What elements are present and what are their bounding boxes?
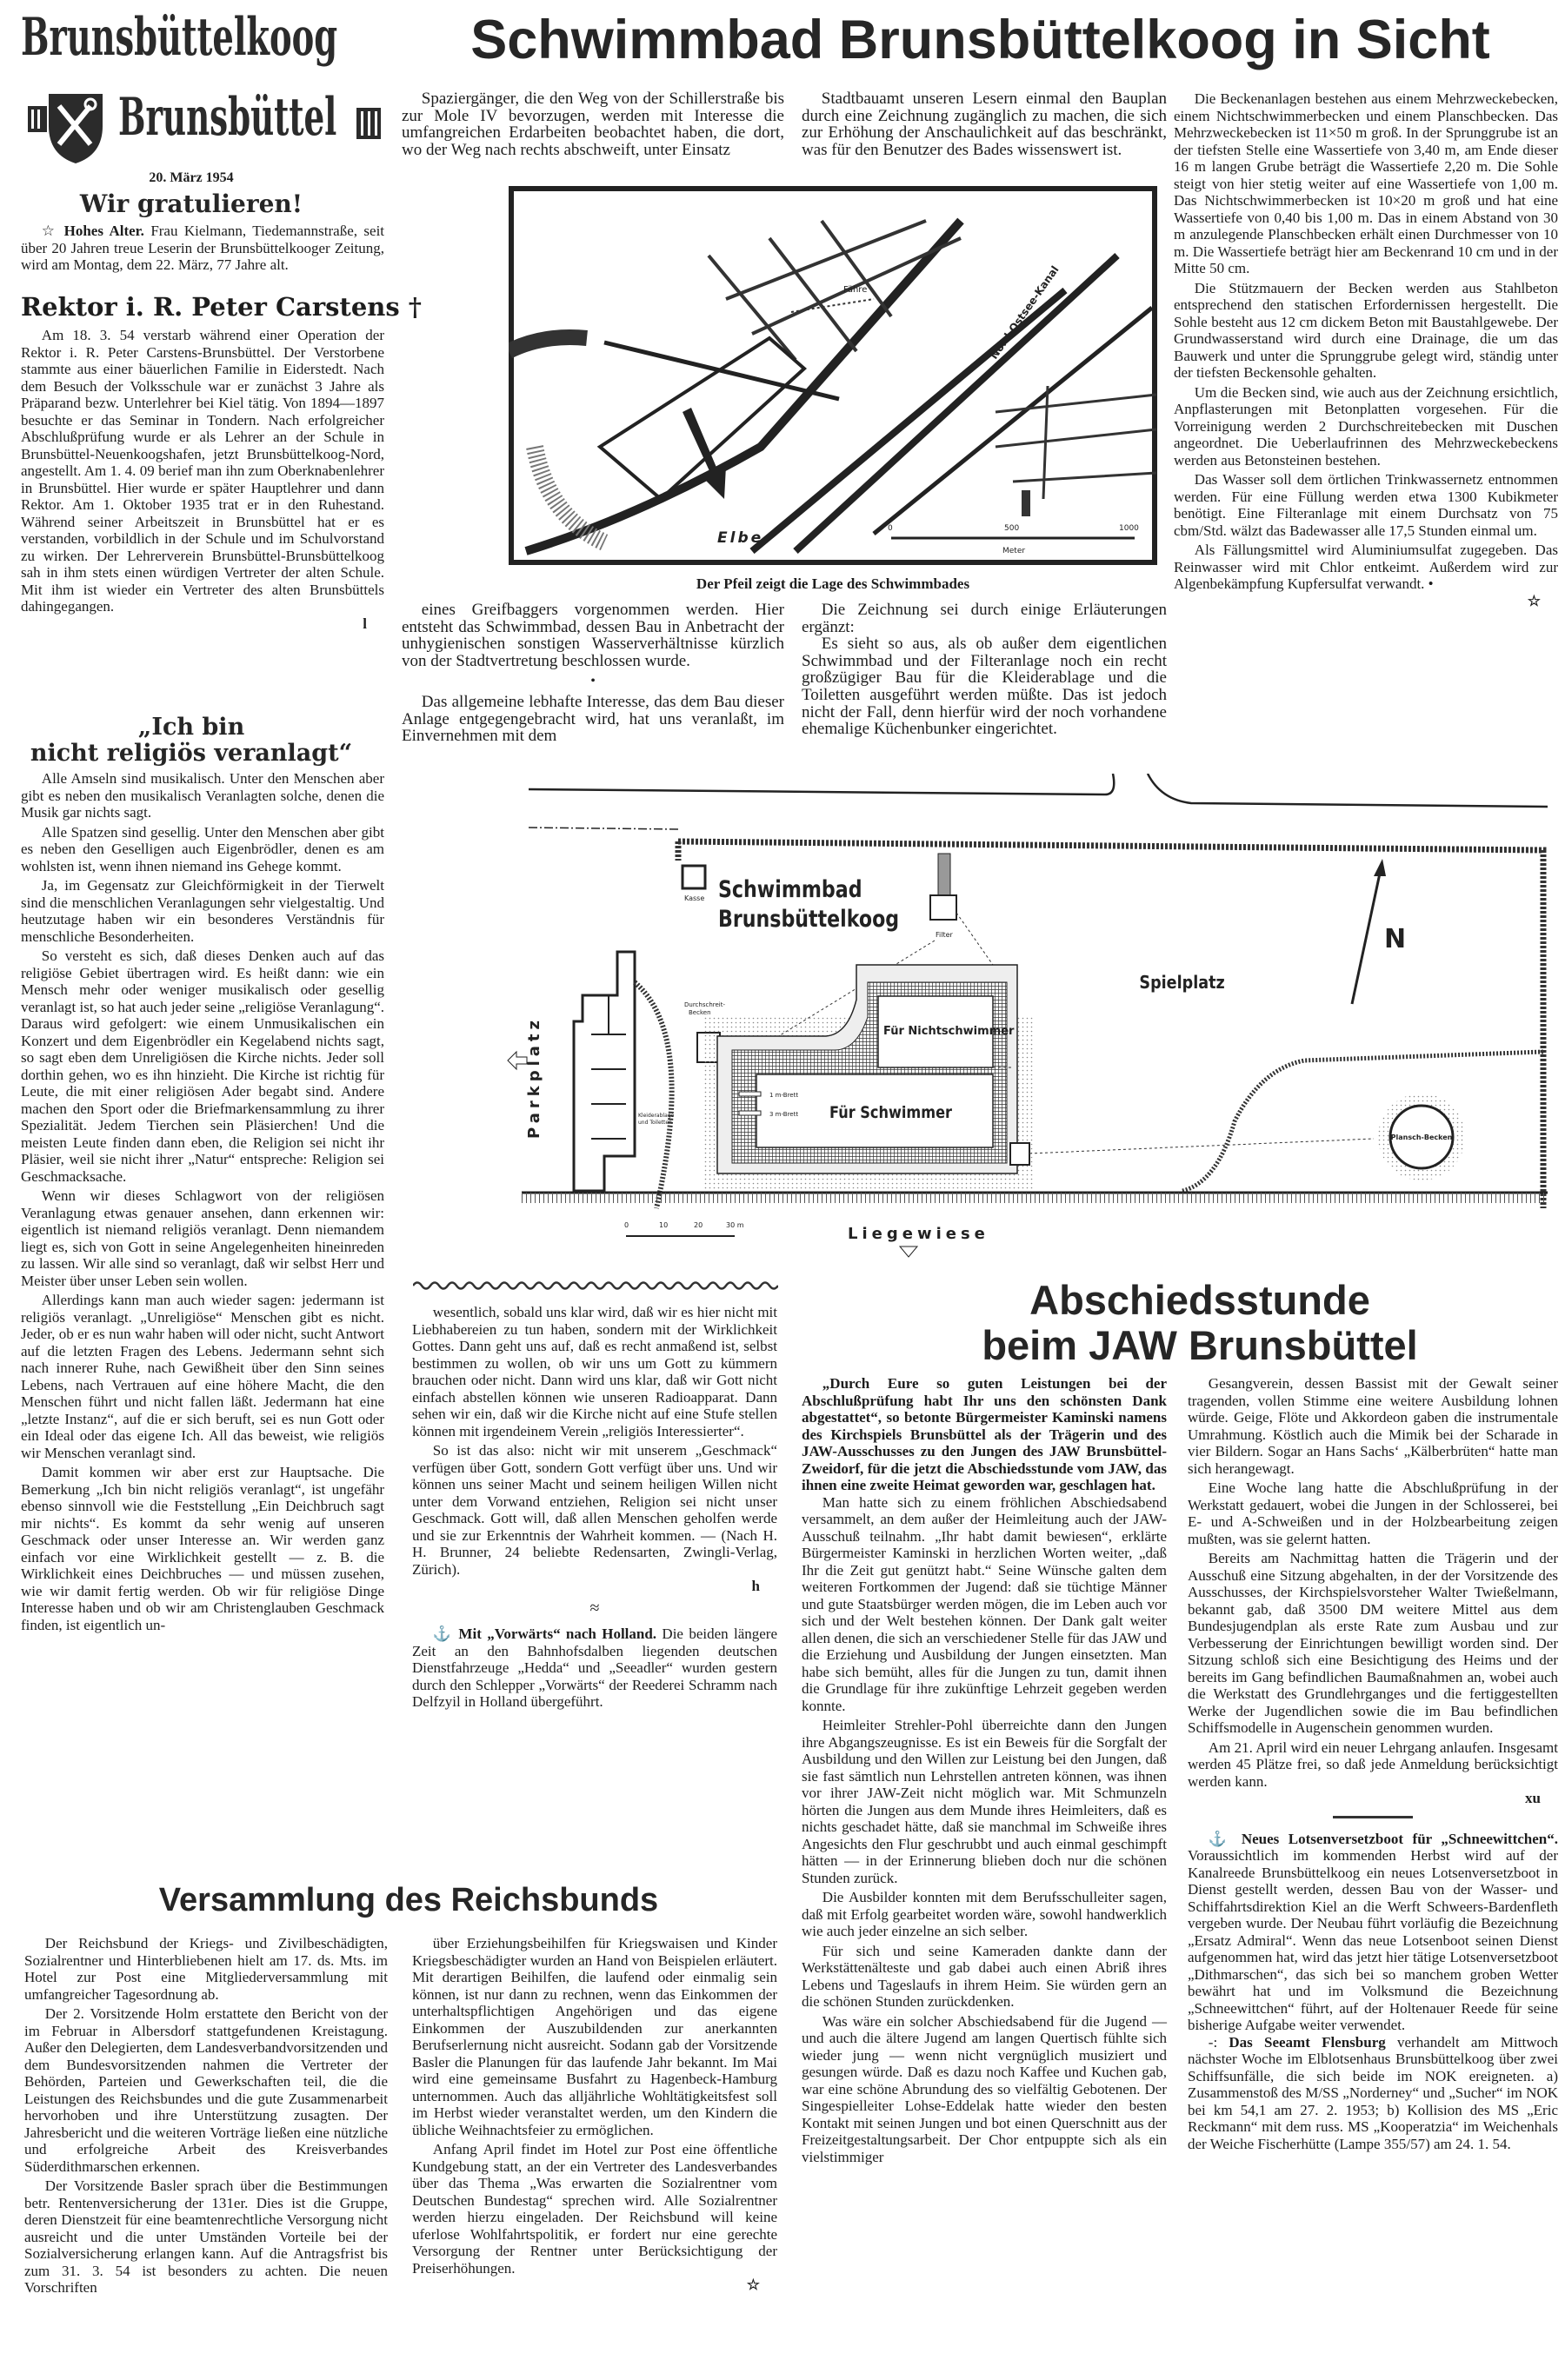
masthead-subtitle: Brunsbüttel: [118, 87, 337, 148]
paragraph: Das allgemeine lebhafte Interesse, das dem Bau dieser Anlage entgegengebracht wird, hat uns veranlaßt, im Einvernehmen mit dem: [402, 692, 784, 746]
masthead: [16, 7, 381, 172]
plan-label-durchschreit-1: Durchschreit-: [684, 1001, 726, 1008]
religion-body: [21, 770, 384, 1633]
pool-article-col2-top: [402, 90, 784, 158]
paragraph: Die Zeichnung sei durch einige Erläuterungen ergänzt:: [802, 601, 1167, 636]
map-caption: Der Pfeil zeigt die Lage des Schwimmbades: [696, 575, 970, 592]
paragraph: Es sieht so aus, als ob außer dem eigentlichen Schwimmbad und der Filteranlage noch ein recht großzügiger Bau für die Kleiderablage und die Toiletten ausgeführt werden müßte. Das ist jedoch nicht der Fall, denn hierfür wird der noch vorhandene ehemalige Küchenbunker eingerichtet.: [802, 635, 1167, 739]
paragraph: Gesangverein, dessen Bassist mit der Gewalt seiner tragenden, vollen Stimme eine weitere Ausbildung lohnen würde. Geige, Flöte und Akkordeon gaben die instrumentale Umrahmung. Köstlich auch die Mimik bei der Scharade in vier Bildern. Sogar an Hans Sachs‘ „Kälberbrüten“ hatte man sich herangewagt.: [1188, 1375, 1558, 1477]
plan-label-plansch: Plansch-Becken: [1390, 1133, 1453, 1141]
paragraph: Was wäre ein solcher Abschiedsabend für die Jugend — und auch die ältere Jugend am langen Quertisch fühlte sich wieder jung — wenn nicht vergnüglich musiziert und gesungen würde. Daß es dazu noch Kaffee und Kuchen gab, war eine schöne Abrundung des so vielfältig Gebotenen. Der Singespielleiter Lohse-Eddelak hatte wieder den besten Kontakt mit seinen Jungen und bot einen Querschnitt aus der Freizeitgestaltungsarbeit. Der Chor entpuppte sich als ein vielstimmiger: [802, 2012, 1167, 2165]
site-plan: [504, 774, 1565, 1260]
map-scale-0: 0: [888, 524, 893, 533]
divider-rule: [1333, 1816, 1413, 1818]
jaw-heading: Abschiedsstunde beim JAW Brunsbüttel: [982, 1277, 1418, 1368]
gratulation-notice: ☆ Hohes Alter. Frau Kielmann, Tiedemannstraße, seit über 20 Jahren treue Leserin der Brunsbüttelkooger Zeitung, wird am Montag, dem 22. März, 77 Jahre alt.: [21, 223, 385, 273]
paragraph: Am 18. 3. 54 verstarb während einer Operation der Rektor i. R. Peter Carstens-Brunsbüttel. Der Verstorbene stammte aus einer bäuerlichen Familie in Eiderstedt. Nach dem Besuch der Volksschule war er zunächst 3 Jahre als Präparand bezw. Unterlehrer bei Kiel tätig. Von 1894—1897 besuchte er das Seminar in Tondern. Nach erfolgreicher Abschlußprüfung wurde er als Lehrer an der Schule in Brunsbüttel-Neuenkoogshafen, jetzt Brunsbüttelkoog-Nord, angestellt. Am 1. 4. 09 berief man ihn zum Oberknabenlehrer in Brunsbüttel. Hier wurde er später Hauptlehrer und dann Rektor. Am 1. Oktober 1935 trat er in den Ruhestand. Während seiner Arbeitszeit in Brunsbüttel hat er es verstanden, vorbildlich in der Schule und im Schulvorstand zu wirken. Der Lehrerverein Brunsbüttel-Brunsbüttelkoog sah in ihm stets einen würdigen Vertreter der alten Schule. Mit ihm ist wieder ein Vertreter des alten Brunsbüttels dahingegangen.: [21, 327, 384, 615]
paragraph: Man hatte sich zu einem fröhlichen Abschiedsabend versammelt, an dem außer der Heimleitung auch der JAW-Ausschuß teilnahm. „Ihr habt damit bewiesen“, erklärte Bürgermeister Kaminski in herzlichen Worten weiter, „daß Ihr die Zeit gut genützt habt.“ Seine Wünsche galten dem weiteren Fortkommen der Jugend: daß sie tüchtige Männer und gute Staatsbürger werden mögen, die im Leben auch vor sich und der Welt bestehen können. Der Dank galt weiter allen denen, die sich an verschiedener Stelle für das JAW und die Erziehung und Ausbildung der Jungen einsetzten. Man habe sich bemüht, alles für die Jungen zu tun, damit ihnen die Grundlage für ihre zukünftige Lehrzeit gegeben werden konnte.: [802, 1493, 1167, 1714]
paragraph: Alle Amseln sind musikalisch. Unter den Menschen aber gibt es neben den musikalisch Veranlagten solche, denen die Musik gar nichts sagt.: [21, 770, 384, 821]
jaw-lead: „Durch Eure so guten Leistungen bei der Abschlußprüfung habt Ihr uns den schönsten Dank abgestattet“, so betonte Bürgermeister Kaminski namens des Kirchspiels Brunsbüttel als der Trägerin und des JAW-Ausschusses zu den Jungen des JAW Brunsbüttel-Zweidorf, für die jetzt die Abschiedsstunde vom JAW, das ihnen eine zweite Heimat geworden war, geschlagen hat.: [802, 1375, 1167, 1493]
banner-end-icon: [356, 108, 381, 139]
star-icon: ☆: [1527, 592, 1541, 609]
pool-article-col4-block: [1174, 90, 1558, 609]
plan-scale-20: 20: [694, 1221, 703, 1229]
obituary-body: [21, 327, 384, 615]
paragraph: Der Reichsbund der Kriegs- und Zivilbeschädigten, Sozialrentner und Hinterbliebenen hielt am 17. ds. Mts. im Hotel zur Post eine Mitgliederversammlung mit umfangreicher Tagesordnung ab.: [24, 1935, 388, 2003]
bullet-separator: •: [590, 674, 596, 689]
north-arrow-icon: [1374, 859, 1386, 876]
paragraph: Die Ausbilder konnten mit dem Berufsschulleiter sagen, daß mit Erfolg gearbeitet worden wäre, sowohl handwerklich wie auch jeder einzelne an sich selber.: [802, 1889, 1167, 1939]
plan-label-3m-board: 3 m-Brett: [769, 1111, 799, 1118]
paragraph: Als Fällungsmittel wird Aluminiumsulfat zugegeben. Das Reinwasser wird mit Chlor entkeimt. Außerdem wird zur Algenbekämpfung Kupfersulfat verwandt. •: [1174, 542, 1558, 592]
plan-label-kasse: Kasse: [684, 894, 705, 902]
map-scale-unit: Meter: [1002, 547, 1026, 555]
obituary-block: [21, 327, 384, 632]
location-map: [509, 186, 1157, 565]
arrow-left-icon: [508, 1052, 527, 1069]
map-label-river: Elbe: [717, 529, 764, 547]
reichsbund-heading: Versammlung des Reichsbunds: [158, 1882, 659, 1918]
plan-label-1m-board: 1 m-Brett: [769, 1092, 799, 1099]
religion-continuation: [412, 1304, 777, 1578]
paragraph: Wenn wir dieses Schlagwort von der religiösen Veranlagung etwas genauer ansehen, dann erkennen wir: eigentlich ist niemand religiös veranlagt. Denn niemandem liegt es, sich von Gott in seine Angelegenheiten hineinreden zu lassen. Wir alle sind so veranlagt, daß wir selbst Herr und Meister über unser Leben sein wollen.: [21, 1187, 384, 1289]
plan-scale-0: 0: [624, 1221, 629, 1229]
jaw-col3: [802, 1375, 1167, 2165]
plan-scale-30: 30 m: [726, 1221, 744, 1229]
plan-north: N: [1384, 924, 1407, 954]
pool-article-col4: [1174, 90, 1558, 593]
map-label-ferry: Fähre: [843, 285, 868, 295]
map-scale-500: 500: [1004, 524, 1020, 533]
paragraph: Der Vorsitzende Basler sprach über die Bestimmungen betr. Rentenversicherung der 131er. Dies ist die Gruppe, deren Dienstzeit für eine beamtenrechtliche Versorgung nicht ausreicht und die unter Umständen Vorteile bei der Sozialversicherung erlangen kann. Auf die Antragsfrist bis zum 31. 3. 54 ist besonders zu achten. Die neuen Vorschriften: [24, 2177, 388, 2296]
paragraph: Anfang April findet im Hotel zur Post eine öffentliche Kundgebung statt, an der ein Vertreter des Landesverbandes über das Thema „Was erwarten die Sozialrentner vom Deutschen Bundestag“ sprechen wird. Alle Sozialrentner werden hierzu eingeladen. Der Reichsbund will keine uferlose Wohlfahrtspolitik, er fordert nur eine gerechte Versorgung der Rentner unter Berücksichtigung der Preiserhöhungen.: [412, 2141, 777, 2277]
plan-label-durchschreit-2: Becken: [689, 1009, 711, 1016]
paragraph: Eine Woche lang hatte die Abschlußprüfung in der Werkstatt gedauert, wobei die Jungen in der Schlosserei, bei E- und A-Schweißen und in der Holzbearbeitung zeigen mußten, was sie gelernt hatten.: [1188, 1479, 1558, 1547]
star-icon: ☆: [41, 223, 64, 239]
star-icon: ☆: [746, 2277, 760, 2293]
paragraph: Alle Spatzen sind gesellig. Unter den Menschen aber gibt es neben den Geselligen auch Eigenbrödler, denen es am wohlsten ist, wenn ihnen niemand ins Gehege kommt.: [21, 823, 384, 874]
paragraph: Die Stützmauern der Becken werden aus Stahlbeton entsprechend den statischen Erfordernissen hergestellt. Die Sohle besteht aus 12 cm dickem Beton mit Baustahlgewebe. Der Grundwasserstand wird durch eine Drainage, die um das Bauwerk und unter die Sprunggrube gelegt wird, ständig unter der tiefsten Beckensohle gehalten.: [1174, 279, 1558, 381]
paragraph: Am 21. April wird ein neuer Lehrgang anlaufen. Insgesamt werden 45 Plätze frei, so daß jede Anmeldung berücksichtigt werden kann.: [1188, 1738, 1558, 1790]
plan-label-filter: Filter: [936, 931, 953, 939]
religion-heading: „Ich bin nicht religiös veranlagt“: [30, 714, 353, 767]
gratulation-heading: Wir gratulieren!: [79, 189, 303, 218]
map-label-canal: Nord-Ostsee-Kanal: [987, 263, 1062, 362]
plan-label-nichtschwimmer: Für Nichtschwimmer: [883, 1025, 1015, 1038]
lotsen-notice: ⚓ Neues Lotsenversetzboot für „Schneewittchen“. Voraussichtlich im kommenden Herbst wird auf der Kanalreede Brunsbüttelkoog ein neues Lotsenversetzboot in Dienst gestellt werden, dessen Bau von der Wasser- und Schiffahrtsdirektion Kiel an die Werft Schweers-Bardenfleth vergeben wurde. Der Neubau führt vorläufig die Bezeichnung „Ersatz Admiral“. Wenn das neue Lotsenboot seinen Dienst aufgenommen hat, wird das jetzt hier tätige Lotsenversetzboot „Dithmarschen“, das sich bei so manchem groben Wetter bewährt hat und im Volksmund die Bezeichnung „Schneewittchen“ führt, auf der Holtenauer Reede für seine bisherige Aufgabe weiter verwendet.: [1188, 1830, 1558, 2033]
paragraph: Ja, im Gegensatz zur Gleichförmigkeit in der Tierwelt sind die menschlichen Veranlagungen sehr vielgestaltig. Und heutzutage haben wir ein besonderes Verständnis für menschliche Besonderheiten.: [21, 877, 384, 945]
plan-label-liegewiese: Liegewiese: [848, 1225, 989, 1243]
paragraph: Spaziergänger, die den Weg von der Schillerstraße bis zur Mole IV bevorzugen, werden mit Interesse die umfangreichen Erdarbeiten beobachtet haben, die dort, wo der Weg nach rechts abschweift, unter Einsatz: [402, 90, 784, 159]
paragraph: über Erziehungsbeihilfen für Kriegswaisen und Kinder Kriegsbeschädigter wurden an Hand von Beispielen erläutert. Mit derartigen Beihilfen, die laufend oder einmalig sein können, ist nur dann zu rechnen, wenn das Einkommen der unterhaltspflichtigen Angehörigen und das eigene Einkommen der Auszubildenden zur anerkannten Berufserlernung nicht ausreicht. Sodann gab der Vorsitzende Basler die Planungen für das laufende Jahr bekannt. Im Mai wird eine gemeinsame Busfahrt zu Hagenbeck-Hamburg unternommen. Auch das alljährliche Wohltätigkeitsfest soll im Herbst wieder veranstaltet werden, um den Kindern die übliche Weihnachtsfeier zu ermöglichen.: [412, 1935, 777, 2138]
religion-continuation-block: [412, 1304, 777, 1711]
paragraph: eines Greifbaggers vorgenommen werden. Hier entsteht das Schwimmbad, dessen Bau in Anbetracht der unhygienischen sonstigen Wasserverhältnisse kürzlich von der Stadtvertretung beschlossen wurde.: [402, 601, 784, 670]
paragraph: Heimleiter Strehler-Pohl überreichte dann den Jungen ihre Abgangszeugnisse. Es ist ein Beweis für die Sorgfalt der Ausbildung und den Willen zur Leistung bei den Jungen, daß sie fast sämtlich nun Lehrstellen antreten können, was ihnen vor ihrer JAW-Zeit nicht möglich war. Mit Schmunzeln hörten die Jungen aus dem Munde ihres Heimleiters, daß es nichts geschadet hätte, daß sie manchmal im Schweiße ihres Angesichts den Flur geschrubbt und auch einmal geschimpft hätten — in der Erinnerung blieben doch nur die schönen Stunden zurück.: [802, 1717, 1167, 1886]
issue-date: 20. März 1954: [149, 170, 234, 185]
paragraph: Das Wasser soll dem örtlichen Trinkwassernetz entnommen werden. Für eine Füllung werden etwa 1300 Kubikmeter benötigt. Eine Filteranlage mit einem Durchsatz von 75 cbm/Std. wälzt das Badewasser alle 17,5 Stunden einmal um.: [1174, 471, 1558, 539]
jaw-col4-block: [1188, 1375, 1558, 2152]
pool-article-col3-top: [802, 90, 1167, 158]
paragraph: Allerdings kann man auch wieder sagen: jedermann ist religiös veranlagt. „Unreligiöse“ Menschen gibt es nicht. Jeder, ob er es nun wahr haben will oder nicht, sucht Antwort auf die letzten Fragen des Lebens. Jedermann sehnt sich nach innerer Ruhe, nach Gewißheit über den Sinn seines Lebens, nach Vertrauen auf eine höhere Macht, die den Menschen führt und nicht fallen läßt. Jedermann hat eine „letzte Instanz“, auf die er sich beruft, sei es nun Gott oder ein Ideal oder das eigene Ich. All das beweist, wie religiös wir Menschen veranlagt sind.: [21, 1292, 384, 1461]
reichsbund-col2-block: [412, 1935, 777, 2294]
ship-icon: ⚓: [432, 1625, 459, 1642]
jaw-col3-body: [802, 1494, 1167, 2166]
pool-article-col2-mid: [402, 602, 784, 669]
paragraph: So ist das also: nicht wir mit unserem „Geschmack“ verfügen über Gott, sondern Gott verfügt über uns. Und wir können uns seiner Macht und seinem heiligen Willen nicht unter dem Vorwand entziehen, Religion sei nicht unser Geschmack. Gott will, daß allen Menschen geholfen werde und sie zur Erkenntnis der Wahrheit kommen. — (Nach H. H. Brunner, 24 beliebte Redensarten, Zwingli-Verlag, Zürich).: [412, 1442, 777, 1578]
paragraph: Damit kommen wir aber erst zur Hauptsache. Die Bemerkung „Ich bin nicht religiös veranlagt“, ist ungefähr ebenso sinnvoll wie die Feststellung „Ein Deichbruch sagt mir nichts“. Es kommt da sehr wenig auf unseren Geschmack oder unser Interesse an. Wir werden ganz einfach vor eine Wirklichkeit gestellt — z. B. die Wirklichkeit eines Deichbruches — und müssen zusehen, wie wir damit fertig werden. Ob wir für religiöse Dinge Interesse haben und ob wir am Christenglauben Geschmack finden, ist eigentlich un-: [21, 1464, 384, 1633]
paragraph: So versteht es sich, daß dieses Denken auch auf das religiöse Gebiet übertragen wird. Es heißt dann: wie ein Mensch mehr oder weniger musikalisch oder gesellig veranlagt ist, so hat auch jeder seine „religiöse Veranlagung“. Daraus wird gefolgert: wie einem Unmusikalischen ein Konzert und dem Eigenbrödler ein Kegelabend nichts sagt, so sagt eben dem Unreligiösen die Kirche nichts. Jeder soll dorthin gehen, wo es ihn hinzieht. Die Kirche ist richtig für Leute, die mit einer religiösen Ader begabt sind. Andere machen den Sport oder die Briefmarkensammlung zu ihrer Spezialität. Jedem Tierchen sein Pläsierchen! Und die meisten Leute finden dann eben, die Religion sei nicht ihr Pläsier, weil sie nicht ihrer „Natur“ entspreche: Religion sei Geschmacksache.: [21, 947, 384, 1185]
jaw-signature: xu: [1525, 1790, 1541, 1806]
masthead-title: Brunsbüttelkoog: [21, 7, 338, 68]
wave-separator: ≈: [589, 1598, 600, 1618]
plan-label-spielplatz: Spielplatz: [1139, 974, 1225, 994]
paragraph: Stadtbauamt unseren Lesern einmal den Bauplan durch eine Zeichnung zugänglich zu machen, die sich zur Erhöhung der Anschaulichkeit auf das beschränkt, was für den Benutzer des Bades wissenswert ist.: [802, 90, 1167, 159]
paragraph: Der 2. Vorsitzende Holm erstattete den Bericht von der im Februar in Albersdorf stattgefundenen Kreistagung. Außer den Delegierten, dem Landesverbandvorsitzenden und dem Bundesvorsitzenden nahmen die Vertreter der Behörden, Parteien und Gewerkschaften teil, die die Leistungen des Reichsbundes und die gute Zusammenarbeit hervorhoben und ihre Unterstützung zusagten. Der Jahresbericht und die weiteren Vorträge ließen eine nützliche und erfolgreiche Arbeit des Kreisverbandes Süderdithmarschen erkennen.: [24, 2005, 388, 2175]
map-scale-1000: 1000: [1119, 524, 1139, 533]
paragraph: wesentlich, sobald uns klar wird, daß wir es hier nicht mit Liebhabereien zu tun haben, sondern mit der Wirklichkeit Gottes. Dann geht uns auf, daß es recht anmaßend ist, selbst bestimmen zu wollen, ob wir uns um Gott zu kümmern brauchen oder nicht. Dann wird uns klar, daß wir Gott nicht einfach abstellen können wie unseren Radioapparat. Dann sehen wir ein, daß wir die Kirche nicht auf eine Stufe stellen können mit irgendeinem Verein „religiös Interessierter“.: [412, 1304, 777, 1439]
paragraph: Um die Becken sind, wie auch aus der Zeichnung ersichtlich, Anpflasterungen mit Betonplatten vorgesehen. Für die Vorreinigung werden 2 Durchschreitebecken mit Duschen angeordnet. Die Ueberlaufrinnen des Mehrzweckebeckens werden aus Betonsteinen bestehen.: [1174, 383, 1558, 469]
plan-scale-10: 10: [659, 1221, 669, 1229]
pool-article-col2-mid2: [402, 694, 784, 745]
seeamt-notice: -: Das Seeamt Flensburg verhandelt am Mittwoch nächster Woche im Elblotsenhaus Brunsbüttelkoog über zwei Schiffsunfälle, die sich beide im NOK ereigneten. a) Zusammenstoß des M/SS „Norderney“ und „Sucher“ im NOK bei km 54,1 am 27. 2. 1953; b) Kollision des MS „Eric Reckmann“ mit dem russ. MS „Kooperatzia“ im Weichenhals der Weiche Fischerhütte (Lampe 355/57) am 24. 1. 54.: [1188, 2033, 1559, 2152]
paragraph: Für sich und seine Kameraden dankte dann der Werkstättenälteste und gab dabei auch einen Abriß ihres Lebens und Tageslaufs in ihrem Heim. Sie würden gern an die schönen Stunden zurückdenken.: [802, 1942, 1167, 2010]
plan-label-kleider-2: und Toiletten: [638, 1120, 672, 1126]
reichsbund-col1: [24, 1935, 388, 2297]
arrow-down-icon: [900, 1247, 917, 1257]
religion-signature: h: [751, 1578, 760, 1594]
ship-icon: ⚓: [1208, 1830, 1242, 1847]
holland-notice: ⚓ Mit „Vorwärts“ nach Holland. Die beiden längere Zeit an den Bahnhofsdalben liegenden deutschen Dienstfahrzeuge „Hedda“ und „Seeadler“ wurden gestern durch den Schlepper „Vorwärts“ der Reederei Schramm nach Delfzyil in Holland übergeführt.: [412, 1625, 778, 1710]
plan-label-kleider-1: Kleiderablage: [638, 1113, 675, 1119]
plan-label-schwimmer: Für Schwimmer: [829, 1103, 952, 1123]
jaw-col4: [1188, 1375, 1558, 1790]
pool-article-col2-mid-block: [402, 602, 784, 745]
reichsbund-col2: [412, 1935, 777, 2277]
obituary-signature: l: [363, 615, 367, 632]
paragraph: Die Beckenanlagen bestehen aus einem Mehrzweckebecken, einem Nichtschwimmerbecken und einem Planschbecken. Das Mehrzweckebecken ist 11×50 m groß. In der Sprunggrube ist an der tiefsten Stelle eine Wassertiefe von 3,40 m, am Ende dieser 16 m langen Grube beträgt die Wassertiefe 2,20 m. Die Sohle steigt von hier stetig weiter auf eine Wassertiefe von 1,00 m. Das Nichtschwimmerbecken ist 10×20 m groß und hat eine Wassertiefe von 0,40 bis 1,00 m. Das in einem Abstand von 30 m anzulegende Planschbecken erhält einen Durchmesser von 10 m. Die Wassertiefe beträgt hier am Beckenrand 10 cm und in der Mitte 50 cm.: [1174, 90, 1558, 276]
plan-title-2: Brunsbüttelkoog: [718, 904, 900, 933]
wave-divider: [413, 1280, 778, 1292]
plan-title-1: Schwimmbad: [718, 874, 862, 903]
paragraph: Bereits am Nachmittag hatten die Trägerin und der Ausschuß eine Sitzung abgehalten, in der der Vorsitzende des Ausschusses, der Kirchspielsvorsteher Walter Twießelmann, bekannt gab, daß 3500 DM weitere Mittel aus dem Bundesjugendplan als erste Rate zum Ausbau und zur Verbesserung der Einrichtungen bewilligt worden sind. Der Sitzung schloß sich eine Besichtigung des Heims und der bereits im Gang befindlichen Baumaßnahmen an, wobei auch die Werkstatt des Grundlehrganges und die fertiggestellten Werke der Jugendlichen sowie die im Bau befindlichen Schiffsmodelle in Augenschein genommen wurden.: [1188, 1550, 1558, 1736]
main-headline: Schwimmbad Brunsbüttelkoog in Sicht: [470, 10, 1490, 70]
plan-label-parkplatz: Parkplatz: [525, 1016, 543, 1139]
obituary-heading: Rektor i. R. Peter Carstens †: [21, 292, 422, 322]
crest-icon: [28, 87, 123, 165]
pool-article-col3-mid: [802, 602, 1167, 738]
